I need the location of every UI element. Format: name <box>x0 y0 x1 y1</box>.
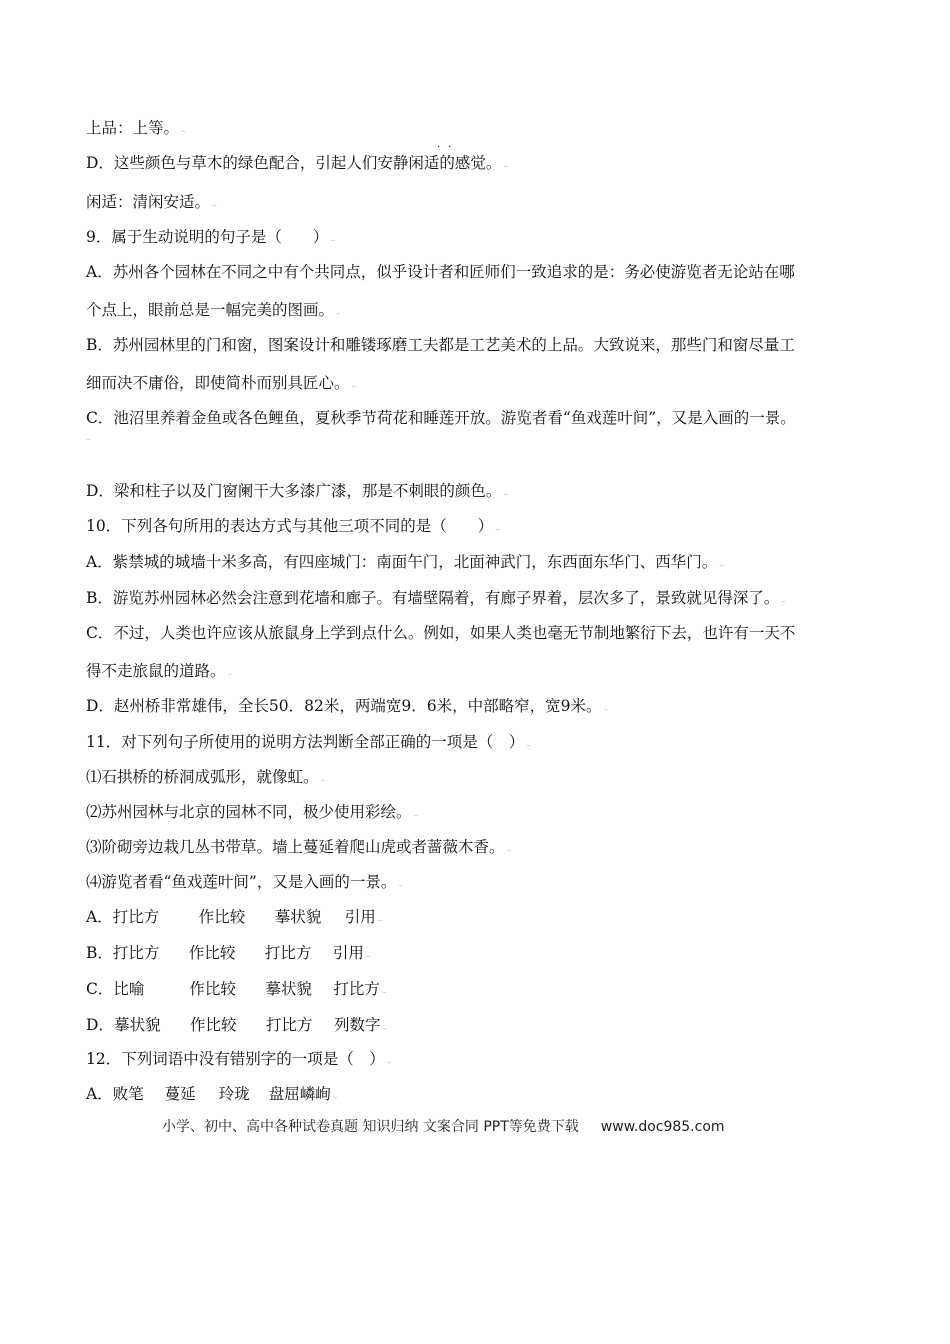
question-11-stem: 11．对下列句子所使用的说明方法判断全部正确的一项是（ ） ₋ <box>86 733 531 751</box>
option-a-line: A．紫禁城的城墙十米多高，有四座城门：南面午门，北面神武门，东西面东华门、西华门。 ₋ <box>86 553 724 571</box>
question-12-stem: 12．下列词语中没有错别字的一项是（ ） ₋ <box>86 1050 392 1068</box>
option-d-line: D．这些颜色与草木的绿色配合，引起人们安静闲适的感觉。 ₋ <box>86 154 509 172</box>
footer-url[interactable]: www.doc985.com <box>600 1119 725 1135</box>
sentence-2: ⑵苏州园林与北京的园林不同，极少使用彩绘。 ₋ <box>86 803 419 821</box>
emphasis-dots: ·· <box>437 142 460 153</box>
sentence-1: ⑴石拱桥的桥洞成弧形，就像虹。 ₋ <box>86 768 326 786</box>
option-a-line: A．苏州各个园林在不同之中有个共同点，似乎设计者和匠师们一致追求的是：务必使游览者无论站在哪 <box>86 263 795 281</box>
option-a-row: A．打比方 作比较 摹状貌 引用 ₋ <box>86 908 383 926</box>
sentence-4: ⑷游览者看“鱼戏莲叶间”，又是入画的一景。 ₋ <box>86 873 404 891</box>
question-10-stem: 10．下列各句所用的表达方式与其他三项不同的是（ ） ₋ <box>86 517 500 535</box>
text-line: 闲适：清闲安适。 ₋ <box>86 193 217 211</box>
option-b-line: B．游览苏州园林必然会注意到花墙和廊子。有墙壁隔着，有廊子界着，层次多了，景致就见得深了。 ₋ <box>86 589 787 607</box>
paragraph-mark: ₋ <box>86 434 91 444</box>
footer-text: 小学、初中、高中各种试卷真题 知识归纳 文案合同 PPT等免费下载 <box>162 1119 579 1135</box>
option-d-line: D．梁和柱子以及门窗阑干大多漆广漆，那是不刺眼的颜色。 ₋ <box>86 482 509 500</box>
option-b-row: B．打比方 作比较 打比方 引用 ₋ <box>86 944 371 962</box>
question-9-stem: 9．属于生动说明的句子是（ ） ₋ <box>86 228 336 246</box>
option-b-line-cont: 细而决不庸俗，即使简朴而别具匠心。 ₋ <box>86 374 357 392</box>
option-c-line: C．池沼里养着金鱼或各色鲤鱼，夏秋季节荷花和睡莲开放。游览者看“鱼戏莲叶间”，又是入画的一景。 <box>86 409 796 427</box>
option-c-line: C．不过，人类也许应该从旅鼠身上学到点什么。例如，如果人类也毫无节制地繁衍下去，也许有一天不 <box>86 624 796 642</box>
option-c-line-cont: 得不走旅鼠的道路。 ₋ <box>86 662 233 680</box>
sentence-3: ⑶阶砌旁边栽几丛书带草。墙上蔓延着爬山虎或者蔷薇木香。 ₋ <box>86 838 512 856</box>
option-b-line: B．苏州园林里的门和窗，图案设计和雕镂琢磨工夫都是工艺美术的上品。大致说来，那些门和窗尽量工 <box>86 336 795 354</box>
option-d-line: D．赵州桥非常雄伟，全长50．82米，两端宽9．6米，中部略窄，宽9米。 ₋ <box>86 697 609 715</box>
option-a-line-cont: 个点上，眼前总是一幅完美的图画。 ₋ <box>86 301 341 319</box>
option-d-row: D．摹状貌 作比较 打比方 列数字 ₋ <box>86 1016 388 1034</box>
footer-banner <box>162 1116 725 1136</box>
option-a-row: A．败笔 蔓延 玲珑 盘屈嶙峋 ₋ <box>86 1085 338 1103</box>
text-line: 上品：上等。 ₋ <box>86 119 186 137</box>
option-c-row: C．比喻 作比较 摹状貌 打比方 ₋ <box>86 980 387 998</box>
